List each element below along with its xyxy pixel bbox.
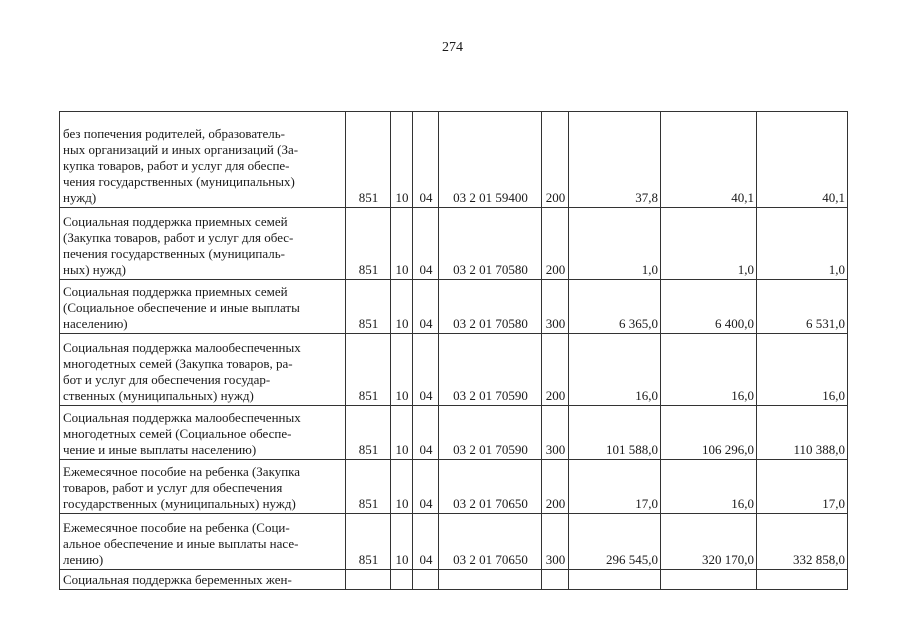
description-line: чения государственных (муниципальных) bbox=[63, 174, 295, 189]
target-article-cell: 03 2 01 70650 bbox=[439, 460, 542, 514]
section-code-cell: 10 bbox=[391, 280, 413, 334]
description-line: государственных (муниципальных) нужд) bbox=[63, 496, 296, 511]
expense-type-cell bbox=[542, 570, 569, 590]
amount-year1-cell: 37,8 bbox=[569, 112, 661, 208]
description-line: печения государственных (муниципаль- bbox=[63, 246, 286, 261]
budget-table bbox=[59, 111, 848, 590]
section-code-cell: 10 bbox=[391, 460, 413, 514]
subsection-code-cell: 04 bbox=[413, 406, 439, 460]
subsection-code-cell bbox=[413, 570, 439, 590]
ministry-code-cell: 851 bbox=[346, 406, 391, 460]
target-article-cell: 03 2 01 59400 bbox=[439, 112, 542, 208]
amount-year3-cell: 6 531,0 bbox=[757, 280, 848, 334]
amount-year3-cell: 1,0 bbox=[757, 208, 848, 280]
amount-year2-cell: 6 400,0 bbox=[661, 280, 757, 334]
amount-year2-cell: 106 296,0 bbox=[661, 406, 757, 460]
description-cell bbox=[60, 112, 346, 208]
description-line: Социальная поддержка приемных семей bbox=[63, 214, 288, 229]
ministry-code-cell: 851 bbox=[346, 334, 391, 406]
target-article-cell: 03 2 01 70580 bbox=[439, 208, 542, 280]
amount-year2-cell bbox=[661, 570, 757, 590]
section-code-cell bbox=[391, 570, 413, 590]
description-line: ных организаций и иных организаций (За- bbox=[63, 142, 299, 157]
amount-year2-cell: 16,0 bbox=[661, 460, 757, 514]
description-line: многодетных семей (Закупка товаров, ра- bbox=[63, 356, 293, 371]
description-cell bbox=[60, 208, 346, 280]
description-line: Социальная поддержка приемных семей bbox=[63, 284, 288, 299]
description-line: (Социальное обеспечение и иные выплаты bbox=[63, 300, 300, 315]
subsection-code-cell: 04 bbox=[413, 112, 439, 208]
target-article-cell: 03 2 01 70650 bbox=[439, 514, 542, 570]
ministry-code-cell bbox=[346, 570, 391, 590]
expense-type-cell: 300 bbox=[542, 280, 569, 334]
section-code-cell: 10 bbox=[391, 514, 413, 570]
description-line: населению) bbox=[63, 316, 128, 331]
description-cell bbox=[60, 406, 346, 460]
amount-year1-cell: 6 365,0 bbox=[569, 280, 661, 334]
amount-year3-cell bbox=[757, 570, 848, 590]
description-line: многодетных семей (Социальное обеспе- bbox=[63, 426, 292, 441]
target-article-cell: 03 2 01 70590 bbox=[439, 406, 542, 460]
amount-year1-cell: 101 588,0 bbox=[569, 406, 661, 460]
description-cell bbox=[60, 570, 346, 590]
table-row bbox=[60, 406, 848, 460]
amount-year1-cell: 16,0 bbox=[569, 334, 661, 406]
page-number: 274 bbox=[442, 40, 463, 55]
ministry-code-cell: 851 bbox=[346, 514, 391, 570]
description-line: альное обеспечение и иные выплаты насе- bbox=[63, 536, 299, 551]
description-line: чение и иные выплаты населению) bbox=[63, 442, 257, 457]
table-row bbox=[60, 112, 848, 208]
amount-year3-cell: 17,0 bbox=[757, 460, 848, 514]
description-line: Социальная поддержка малообеспеченных bbox=[63, 410, 301, 425]
description-cell bbox=[60, 334, 346, 406]
amount-year2-cell: 320 170,0 bbox=[661, 514, 757, 570]
subsection-code-cell: 04 bbox=[413, 334, 439, 406]
description-line: бот и услуг для обеспечения государ- bbox=[63, 372, 271, 387]
subsection-code-cell: 04 bbox=[413, 280, 439, 334]
description-line: без попечения родителей, образователь- bbox=[63, 126, 285, 141]
description-line: товаров, работ и услуг для обеспечения bbox=[63, 480, 283, 495]
section-code-cell: 10 bbox=[391, 112, 413, 208]
description-line: (Закупка товаров, работ и услуг для обес- bbox=[63, 230, 294, 245]
target-article-cell: 03 2 01 70580 bbox=[439, 280, 542, 334]
section-code-cell: 10 bbox=[391, 334, 413, 406]
expense-type-cell: 300 bbox=[542, 406, 569, 460]
amount-year3-cell: 110 388,0 bbox=[757, 406, 848, 460]
table-row bbox=[60, 514, 848, 570]
amount-year3-cell: 16,0 bbox=[757, 334, 848, 406]
section-code-cell: 10 bbox=[391, 406, 413, 460]
description-line: Ежемесячное пособие на ребенка (Соци- bbox=[63, 520, 290, 535]
description-line: Социальная поддержка беременных жен- bbox=[63, 572, 292, 587]
amount-year2-cell: 40,1 bbox=[661, 112, 757, 208]
description-line: нужд) bbox=[63, 190, 97, 205]
expense-type-cell: 200 bbox=[542, 208, 569, 280]
subsection-code-cell: 04 bbox=[413, 208, 439, 280]
ministry-code-cell: 851 bbox=[346, 280, 391, 334]
table-row bbox=[60, 460, 848, 514]
amount-year1-cell: 296 545,0 bbox=[569, 514, 661, 570]
target-article-cell: 03 2 01 70590 bbox=[439, 334, 542, 406]
amount-year1-cell: 17,0 bbox=[569, 460, 661, 514]
description-line: лению) bbox=[63, 552, 104, 567]
expense-type-cell: 200 bbox=[542, 334, 569, 406]
table-row bbox=[60, 208, 848, 280]
description-line: ственных (муниципальных) нужд) bbox=[63, 388, 254, 403]
section-code-cell: 10 bbox=[391, 208, 413, 280]
ministry-code-cell: 851 bbox=[346, 112, 391, 208]
table-row bbox=[60, 334, 848, 406]
description-line: купка товаров, работ и услуг для обеспе- bbox=[63, 158, 290, 173]
subsection-code-cell: 04 bbox=[413, 514, 439, 570]
amount-year2-cell: 1,0 bbox=[661, 208, 757, 280]
expense-type-cell: 300 bbox=[542, 514, 569, 570]
description-cell bbox=[60, 514, 346, 570]
amount-year1-cell: 1,0 bbox=[569, 208, 661, 280]
ministry-code-cell: 851 bbox=[346, 208, 391, 280]
target-article-cell bbox=[439, 570, 542, 590]
description-line: Социальная поддержка малообеспеченных bbox=[63, 340, 301, 355]
table-body bbox=[60, 112, 848, 590]
subsection-code-cell: 04 bbox=[413, 460, 439, 514]
description-cell bbox=[60, 460, 346, 514]
amount-year1-cell bbox=[569, 570, 661, 590]
ministry-code-cell: 851 bbox=[346, 460, 391, 514]
amount-year3-cell: 40,1 bbox=[757, 112, 848, 208]
expense-type-cell: 200 bbox=[542, 112, 569, 208]
table-row bbox=[60, 280, 848, 334]
table-row bbox=[60, 570, 848, 590]
amount-year2-cell: 16,0 bbox=[661, 334, 757, 406]
description-line: Ежемесячное пособие на ребенка (Закупка bbox=[63, 464, 301, 479]
description-line: ных) нужд) bbox=[63, 262, 126, 277]
expense-type-cell: 200 bbox=[542, 460, 569, 514]
description-cell bbox=[60, 280, 346, 334]
amount-year3-cell: 332 858,0 bbox=[757, 514, 848, 570]
